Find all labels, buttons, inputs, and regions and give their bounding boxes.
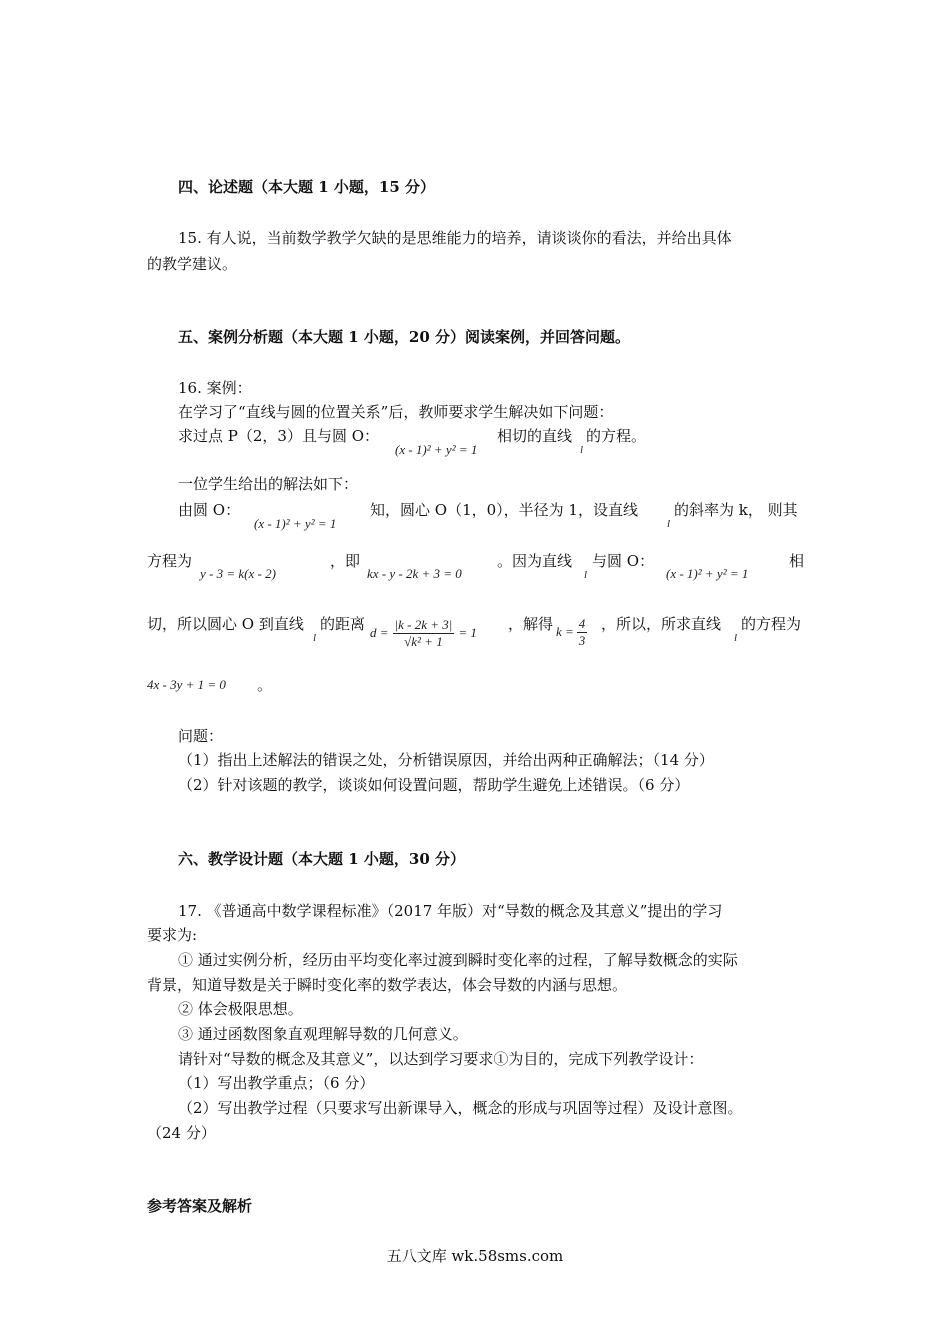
question-2: （2）针对该题的教学，谈谈如何设置问题，帮助学生避免上述错误。（6 分）: [178, 776, 690, 794]
solution-line1-mid: 知，圆心 O（1，0），半径为 1，设直线: [370, 501, 638, 519]
design-task: 请针对“导数的概念及其意义”，以达到学习要求①为目的，完成下列教学设计：: [178, 1050, 704, 1068]
distance-denominator-radicand: k² + 1: [411, 633, 443, 649]
k-numerator: 4: [578, 615, 586, 631]
solution-line3-pre: 切，所以圆心 O 到直线: [147, 615, 304, 633]
final-equation: 4x - 3y + 1 = 0: [147, 677, 226, 692]
distance-lhs: d =: [370, 625, 389, 640]
k-denominator: 3: [578, 632, 586, 648]
solution-line3-mid3: ，所以，所求直线: [601, 615, 722, 633]
questions-label: 问题：: [178, 727, 224, 745]
question-1: （1）指出上述解法的错误之处，分析错误原因，并给出两种正确解法；（14 分）: [178, 751, 714, 769]
k-lhs: k =: [556, 624, 574, 639]
solution-line2-post: 相: [789, 552, 805, 570]
circle-equation-2: (x - 1)² + y² = 1: [254, 516, 337, 531]
general-equation: kx - y - 2k + 3 = 0: [367, 566, 462, 581]
final-equation-end: 。: [257, 676, 273, 694]
solution-line2-mid2: 。因为直线: [497, 552, 573, 570]
q17-line1: 17. 《普通高中数学课程标准》（2017 年版）对“导数的概念及其意义”提出的学习: [178, 902, 723, 920]
k-value: [556, 610, 587, 654]
problem-text-mid: 相切的直线: [497, 427, 573, 445]
design-task-2: （2）写出教学过程（只要求写出新课导入，概念的形成与巩固等过程）及设计意图。: [178, 1099, 743, 1117]
solution-line3-mid: 的距离: [320, 615, 366, 633]
design-task-2-score: （24 分）: [147, 1124, 216, 1142]
solution-line2-mid3: 与圆 O：: [592, 552, 655, 570]
requirement-3: ③ 通过函数图象直观理解导数的几何意义。: [178, 1025, 468, 1043]
solution-line2-mid1: ，即: [330, 552, 361, 570]
q15-line1: 15. 有人说，当前数学教学欠缺的是思维能力的培养，请谈谈你的看法，并给出具体: [178, 229, 732, 247]
line-l-symbol-4: l: [313, 632, 317, 644]
solution-line1-pre: 由圆 O：: [178, 501, 241, 519]
design-task-1: （1）写出教学重点；（6 分）: [178, 1074, 375, 1092]
section6-heading: 六、教学设计题（本大题 1 小题，30 分）: [178, 850, 465, 868]
distance-fraction: [393, 617, 455, 650]
footer-watermark: 五八文库 wk.58sms.com: [386, 1247, 564, 1265]
solution-line2-pre: 方程为: [147, 552, 193, 570]
line-l-symbol-5: l: [734, 632, 738, 644]
q15-line2: 的教学建议。: [147, 255, 238, 273]
case-intro: 在学习了“直线与圆的位置关系”后，教师要求学生解决如下问题：: [178, 403, 614, 421]
circle-equation: (x - 1)² + y² = 1: [395, 442, 478, 457]
distance-rhs: = 1: [458, 625, 477, 640]
problem-text-post: 的方程。: [586, 427, 647, 445]
solution-line3-mid2: ，解得: [508, 615, 554, 633]
q16-label: 16. 案例：: [178, 379, 252, 397]
requirement-2: ② 体会极限思想。: [178, 1000, 303, 1018]
section4-heading: 四、论述题（本大题 1 小题，15 分）: [178, 178, 435, 196]
distance-numerator: |k - 2k + 3|: [394, 616, 453, 632]
requirement-1-line2: 背景，知道导数是关于瞬时变化率的数学表达，体会导数的内涵与思想。: [147, 976, 628, 994]
k-fraction: [577, 616, 588, 649]
distance-denominator: √k² + 1: [404, 633, 443, 649]
answers-heading: 参考答案及解析: [147, 1197, 253, 1215]
requirement-1-line1: ① 通过实例分析，经历由平均变化率过渡到瞬时变化率的过程，了解导数概念的实际: [178, 951, 738, 969]
student-intro: 一位学生给出的解法如下：: [178, 475, 359, 493]
problem-text-pre: 求过点 P（2，3）且与圆 O：: [178, 427, 380, 445]
section5-heading: 五、案例分析题（本大题 1 小题，20 分）阅读案例，并回答问题。: [178, 328, 630, 346]
line-l-symbol: l: [580, 444, 584, 456]
circle-equation-3: (x - 1)² + y² = 1: [666, 566, 749, 581]
point-slope-equation: y - 3 = k(x - 2): [200, 566, 276, 581]
solution-line3-post: 的方程为: [741, 615, 802, 633]
line-l-symbol-2: l: [667, 518, 671, 530]
distance-formula: [370, 608, 477, 658]
line-l-symbol-3: l: [584, 569, 588, 581]
solution-line1-post: 的斜率为 k， 则其: [674, 501, 798, 519]
q17-line2: 要求为:: [147, 926, 198, 944]
